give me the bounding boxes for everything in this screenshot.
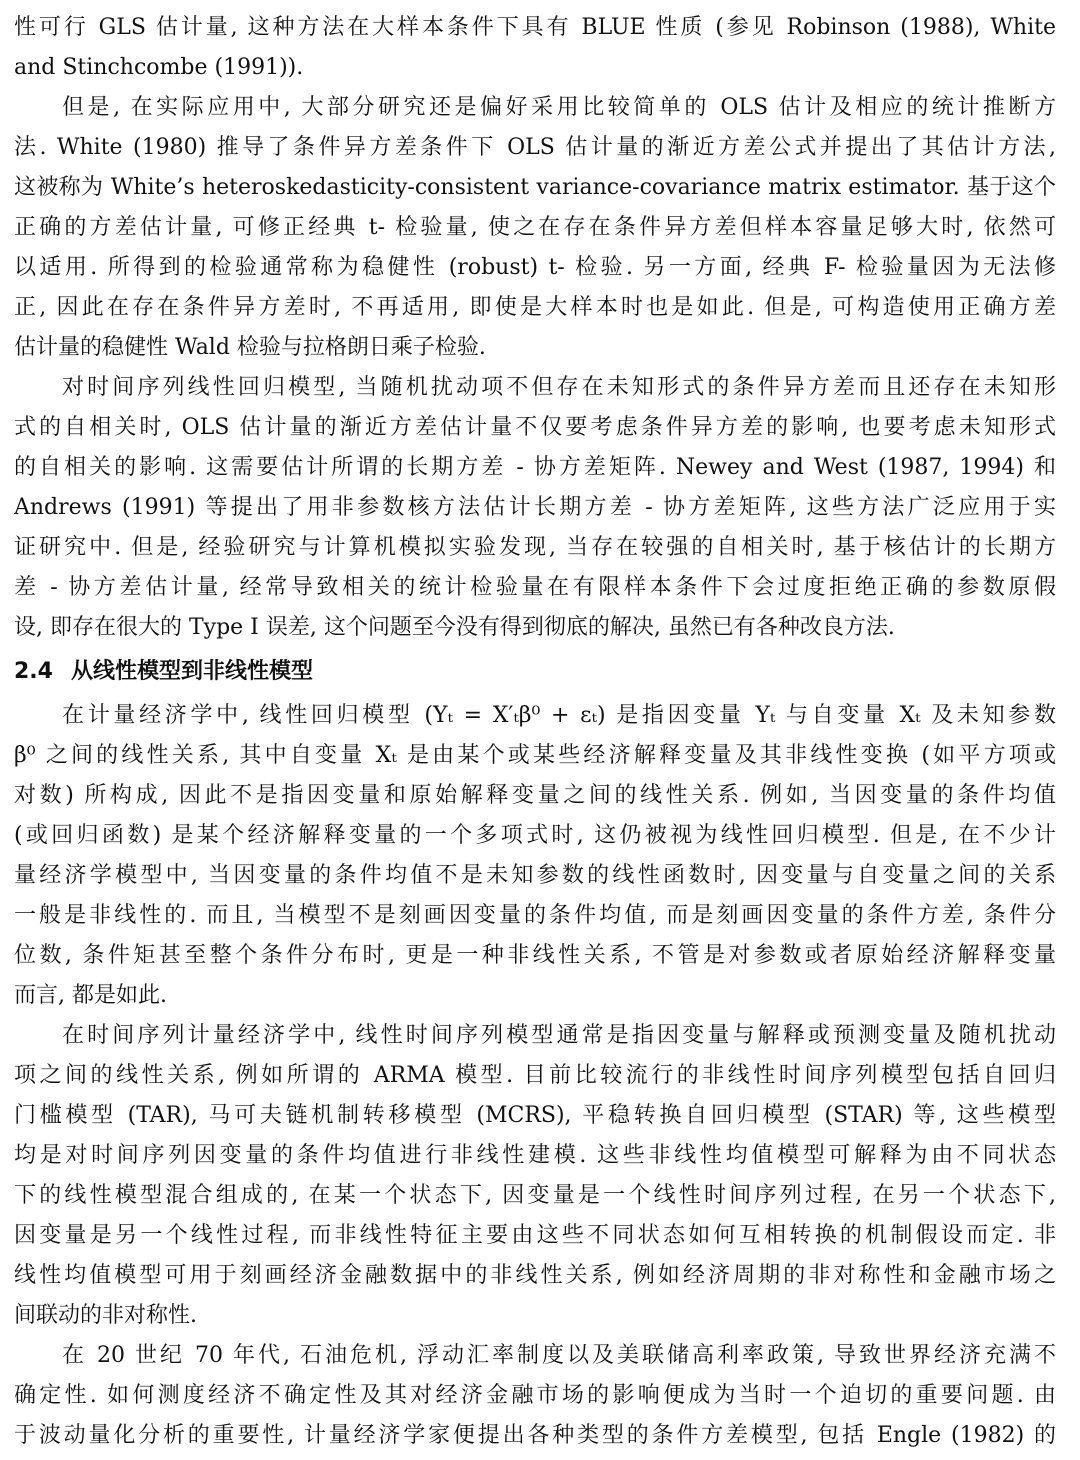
text-line: 均是对时间序列因变量的条件均值进行非线性建模. 这些非线性均值模型可解释为由不同状态 bbox=[14, 1143, 1056, 1168]
text-line: 因变量是另一个线性过程, 而非线性特征主要由这些不同状态如何互相转换的机制假设而定. 非 bbox=[14, 1223, 1056, 1248]
paragraph bbox=[14, 368, 1056, 648]
document-page bbox=[14, 8, 1056, 1456]
text-line: 但是, 在实际应用中, 大部分研究还是偏好采用比较简单的 OLS 估计及相应的统计推断方 bbox=[62, 95, 1056, 120]
text-line: Andrews (1991) 等提出了用非参数核方法估计长期方差 - 协方差矩阵, 这些方法广泛应用于实 bbox=[14, 495, 1056, 520]
text-line: 间联动的非对称性. bbox=[14, 1303, 197, 1328]
text-line: β⁰ 之间的线性关系, 其中自变量 Xₜ 是由某个或某些经济解释变量及其非线性变换 (如平方项或 bbox=[14, 743, 1056, 768]
text-line: 法. White (1980) 推导了条件异方差条件下 OLS 估计量的渐近方差公式并提出了其估计方法, bbox=[14, 135, 1056, 160]
text-line: 正, 因此在存在条件异方差时, 不再适用, 即使是大样本时也是如此. 但是, 可构造使用正确方差 bbox=[14, 295, 1056, 320]
text-line: 门槛模型 (TAR), 马可夫链机制转移模型 (MCRS), 平稳转换自回归模型 (STAR) 等, 这些模型 bbox=[14, 1103, 1056, 1128]
text-line: 对数) 所构成, 因此不是指因变量和原始解释变量之间的线性关系. 例如, 当因变量的条件均值 bbox=[14, 783, 1056, 808]
text-line: 下的线性模型混合组成的, 在某一个状态下, 因变量是一个线性时间序列过程, 在另一个状态下, bbox=[14, 1183, 1056, 1208]
text-line: 确定性. 如何测度经济不确定性及其对经济金融市场的影响便成为当时一个迫切的重要问题. 由 bbox=[14, 1383, 1056, 1408]
text-line: 式的自相关时, OLS 估计量的渐近方差估计量不仅要考虑条件异方差的影响, 也要考虑未知形式 bbox=[14, 415, 1056, 440]
text-line: 差 - 协方差估计量, 经常导致相关的统计检验量在有限样本条件下会过度拒绝正确的参数原假 bbox=[14, 575, 1056, 600]
text-line: 在时间序列计量经济学中, 线性时间序列模型通常是指因变量与解释或预测变量及随机扰动 bbox=[62, 1023, 1056, 1048]
paragraph bbox=[14, 8, 1056, 88]
text-line: 设, 即存在很大的 Type I 误差, 这个问题至今没有得到彻底的解决, 虽然已有各种改良方法. bbox=[14, 615, 895, 640]
text-line: 项之间的线性关系, 例如所谓的 ARMA 模型. 目前比较流行的非线性时间序列模型包括自回归 bbox=[14, 1063, 1056, 1088]
text-line: 于波动量化分析的重要性, 计量经济学家便提出各种类型的条件方差模型, 包括 Engle (1982) 的 bbox=[14, 1423, 1056, 1448]
paragraph bbox=[14, 1336, 1056, 1456]
section-heading bbox=[14, 648, 1056, 696]
text-line: 在计量经济学中, 线性回归模型 (Yₜ = X′ₜβ⁰ + εₜ) 是指因变量 Yₜ 与自变量 Xₜ 及未知参数 bbox=[62, 703, 1056, 728]
text-line: (或回归函数) 是某个经济解释变量的一个多项式时, 这仍被视为线性回归模型. 但是, 在不少计 bbox=[14, 823, 1056, 848]
text-line: 而言, 都是如此. bbox=[14, 983, 167, 1008]
text-line: 这被称为 White’s heteroskedasticity-consistent variance-covariance matrix estimator. 基于这个 bbox=[14, 175, 1056, 200]
text-line: 性可行 GLS 估计量, 这种方法在大样本条件下具有 BLUE 性质 (参见 Robinson (1988), White bbox=[14, 15, 1056, 40]
text-line: 位数, 条件矩甚至整个条件分布时, 更是一种非线性关系, 不管是对参数或者原始经济解释变量 bbox=[14, 943, 1056, 968]
text-line: 对时间序列线性回归模型, 当随机扰动项不但存在未知形式的条件异方差而且还存在未知形 bbox=[62, 375, 1056, 400]
text-line: 在 20 世纪 70 年代, 石油危机, 浮动汇率制度以及美联储高利率政策, 导致世界经济充满不 bbox=[62, 1343, 1056, 1368]
paragraph bbox=[14, 1016, 1056, 1336]
text-line: 量经济学模型中, 当因变量的条件均值不是未知参数的线性函数时, 因变量与自变量之间的关系 bbox=[14, 863, 1056, 888]
text-line: 证研究中. 但是, 经验研究与计算机模拟实验发现, 当存在较强的自相关时, 基于核估计的长期方 bbox=[14, 535, 1056, 560]
paragraph bbox=[14, 696, 1056, 1016]
text-line: 以适用. 所得到的检验通常称为稳健性 (robust) t- 检验. 另一方面, 经典 F- 检验量因为无法修 bbox=[14, 255, 1056, 280]
text-line: 一般是非线性的. 而且, 当模型不是刻画因变量的条件均值, 而是刻画因变量的条件方差, 条件分 bbox=[14, 903, 1056, 928]
text-line: 正确的方差估计量, 可修正经典 t- 检验量, 使之在存在条件异方差但样本容量足够大时, 依然可 bbox=[14, 215, 1056, 240]
text-line: 估计量的稳健性 Wald 检验与拉格朗日乘子检验. bbox=[14, 335, 486, 360]
section-title: 从线性模型到非线性模型 bbox=[70, 659, 313, 684]
text-line: 的自相关的影响. 这需要估计所谓的长期方差 - 协方差矩阵. Newey and West (1987, 1994) 和 bbox=[14, 455, 1056, 480]
text-line: and Stinchcombe (1991)). bbox=[14, 55, 304, 80]
text-line: 线性均值模型可用于刻画经济金融数据中的非线性关系, 例如经济周期的非对称性和金融市场之 bbox=[14, 1263, 1056, 1288]
paragraph bbox=[14, 88, 1056, 368]
section-number: 2.4 bbox=[14, 659, 53, 684]
